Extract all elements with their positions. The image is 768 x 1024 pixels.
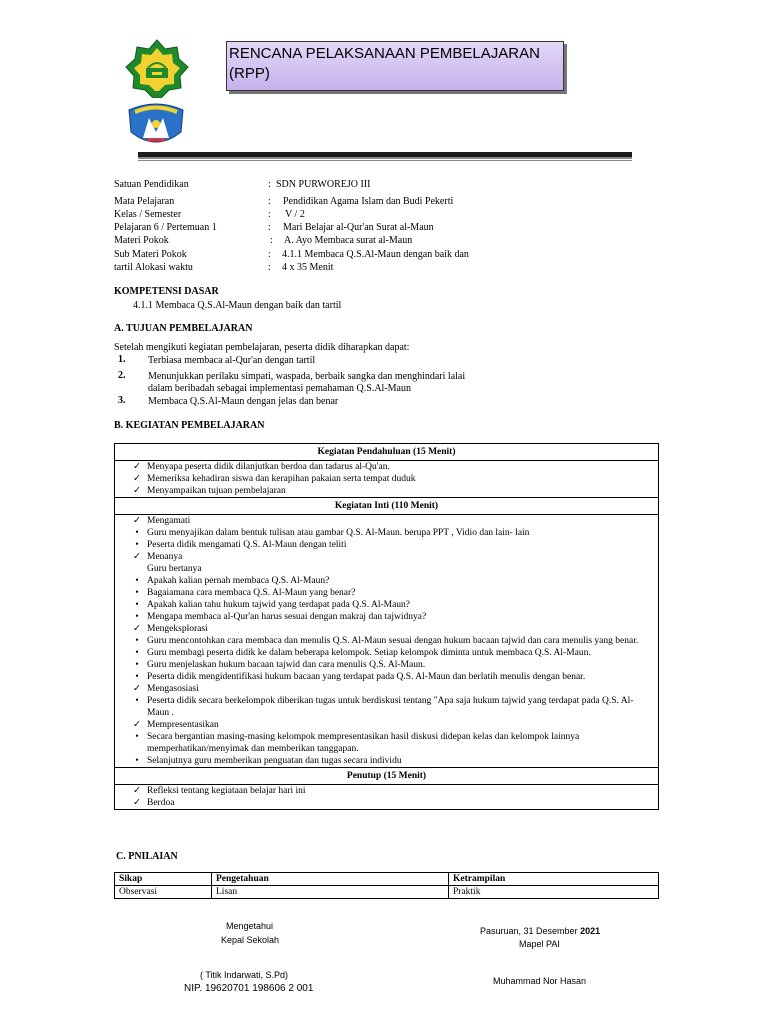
identity-colon: :: [268, 196, 271, 207]
inti-item-text: Guru membagi peserta didik ke dalam beberapa kelompok. Setiap kelompok diminta untuk membaca Q.S. Al-Maun.: [147, 648, 591, 658]
identity-colon: :: [268, 249, 271, 260]
inti-item-text: Guru menyajikan dalam bentuk tulisan atau gambar Q.S. Al-Maun. berupa PPT , Vidio dan lain- lain: [147, 528, 530, 538]
bullet-icon: •: [135, 528, 139, 538]
inti-item: [119, 755, 654, 767]
inti-item: [119, 575, 654, 587]
penutup-item: [119, 785, 654, 797]
pendahuluan-item-text: Menyapa peserta didik dilanjutkan berdoa dan tadarus al-Qu'an.: [147, 462, 390, 472]
checkmark-icon: ✓: [133, 798, 141, 808]
signature-right-role: Mapel PAI: [519, 939, 560, 949]
tujuan-item: Terbiasa membaca al-Qur'an dengan tartil: [148, 355, 316, 366]
inti-item: [119, 731, 654, 755]
penutup-item-text: Berdoa: [147, 798, 175, 808]
tujuan-item: Membaca Q.S.Al-Maun dengan jelas dan benar: [148, 396, 339, 407]
inti-item: [119, 539, 654, 551]
inti-item-text: Mengamati: [147, 516, 191, 526]
inti-item-text: Menanya: [147, 552, 183, 562]
identity-label: tartil Alokasi waktu: [114, 262, 193, 273]
signature-right-date: [480, 926, 600, 936]
bullet-icon: •: [135, 660, 139, 670]
inti-item-text: Guru bertanya: [147, 564, 202, 574]
penilaian-cell: Lisan: [212, 886, 449, 899]
tujuan-item-continued: dalam beribadah sebagai implementasi pemahaman Q.S.Al-Maun: [148, 383, 411, 394]
kompetensi-text: 4.1.1 Membaca Q.S.Al-Maun dengan baik dan tartil: [133, 300, 342, 311]
identity-colon: :: [268, 179, 271, 190]
identity-colon: :: [270, 235, 273, 246]
checkmark-icon: ✓: [133, 786, 141, 796]
identity-label: Mata Pelajaran: [114, 196, 175, 207]
identity-value: 4.1.1 Membaca Q.S.Al-Maun dengan baik dan: [282, 249, 469, 260]
inti-item: [119, 683, 654, 695]
identity-label: Satuan Pendidikan: [114, 179, 189, 190]
inti-item-text: Mengapa membaca al-Qur'an harus sesuai dengan makraj dan tajwidnya?: [147, 612, 427, 622]
identity-label: Pelajaran 6 / Pertemuan 1: [114, 222, 217, 233]
signature-right-name: Muhammad Nor Hasan: [493, 976, 587, 986]
identity-colon: :: [268, 262, 271, 273]
penutup-cell: [115, 785, 659, 810]
signature-left-nip: NIP. 19620701 198606 2 001: [184, 983, 314, 994]
title-line-2: (RPP): [229, 65, 270, 82]
penilaian-header: Ketrampilan: [449, 873, 659, 886]
inti-item: [119, 527, 654, 539]
inti-item-text: Bagaiamana cara membaca Q.S. Al-Maun yang benar?: [147, 588, 356, 598]
checkmark-icon: ✓: [133, 720, 141, 730]
checkmark-icon: ✓: [133, 684, 141, 694]
bullet-icon: •: [135, 576, 139, 586]
inti-item-text: Apakah kalian tahu hukum tajwid yang terdapat pada Q.S. Al-Maun?: [147, 600, 411, 610]
inti-item-text: Peserta didik secara berkelompok diberikan tugas untuk berdiskusi tentang "Apa saja hukum tajwid yang terdapat pada Q.S. Al-Maun .: [147, 696, 634, 718]
inti-item-text: Guru menjelaskan hukum bacaan tajwid dan cara menulis Q.S. Al-Maun.: [147, 660, 426, 670]
bullet-icon: •: [135, 732, 139, 742]
kemenag-logo: [124, 38, 190, 98]
penilaian-header: Sikap: [115, 873, 212, 886]
signature-right-year: 2021: [580, 926, 601, 936]
signature-right-place: Pasuruan, 31 Desember: [480, 926, 581, 936]
kegiatan-heading: B. KEGIATAN PEMBELAJARAN: [114, 420, 265, 431]
tujuan-number: 3.: [118, 395, 126, 406]
inti-item: [119, 563, 654, 575]
tujuan-number: 2.: [118, 370, 126, 381]
inti-item-text: Guru mencontohkan cara membaca dan menulis Q.S. Al-Maun sesuai dengan hukum bacaan tajwid dan cara menulis yang benar.: [147, 636, 639, 646]
identity-value: Mari Belajar al-Qur'an Surat al-Maun: [283, 222, 434, 233]
kompetensi-heading: KOMPETENSI DASAR: [114, 286, 219, 297]
signature-left-name: ( Titik Indarwati, S.Pd): [200, 970, 289, 980]
inti-item: [119, 515, 654, 527]
bullet-icon: •: [135, 756, 139, 766]
inti-item-text: Apakah kalian pernah membaca Q.S. Al-Maun?: [147, 576, 330, 586]
tujuan-intro: Setelah mengikuti kegiatan pembelajaran, peserta didik diharapkan dapat:: [114, 342, 410, 353]
inti-item: [119, 623, 654, 635]
bullet-icon: •: [135, 540, 139, 550]
inti-item: [119, 611, 654, 623]
penutup-item: [119, 797, 654, 809]
header-rule: [138, 152, 632, 157]
signature-left-line1: Mengetahui: [226, 921, 274, 931]
inti-cell: [115, 515, 659, 768]
bullet-icon: •: [135, 636, 139, 646]
kegiatan-table: [114, 443, 659, 810]
identity-value: V / 2: [285, 209, 305, 220]
penilaian-table: [114, 872, 659, 899]
inti-item: [119, 719, 654, 731]
tujuan-heading: A. TUJUAN PEMBELAJARAN: [114, 323, 253, 334]
pendahuluan-item: [119, 461, 654, 473]
inti-item-text: Selanjutnya guru memberikan penguatan dan tugas secara individu: [147, 756, 402, 766]
identity-value: Pendidikan Agama Islam dan Budi Pekerti: [283, 196, 454, 207]
penutup-item-text: Refleksi tentang kegiataan belajar hari ini: [147, 786, 306, 796]
inti-item: [119, 635, 654, 647]
inti-item: [119, 695, 654, 719]
identity-value: SDN PURWOREJO III: [276, 179, 371, 190]
bullet-icon: •: [135, 600, 139, 610]
penilaian-cell: Praktik: [449, 886, 659, 899]
checkmark-icon: ✓: [133, 516, 141, 526]
inti-item: [119, 659, 654, 671]
bullet-icon: •: [135, 696, 139, 706]
bullet-icon: •: [135, 612, 139, 622]
identity-label: Kelas / Semester: [114, 209, 182, 220]
penilaian-heading: C. PNILAIAN: [116, 851, 178, 862]
checkmark-icon: ✓: [133, 624, 141, 634]
identity-colon: :: [268, 222, 271, 233]
pendahuluan-item: [119, 473, 654, 485]
pendahuluan-item-text: Menyampaikan tujuan pembelajaran: [147, 486, 286, 496]
tujuan-item: Menunjukkan perilaku simpati, waspada, berbaik sangka dan menghindari lalai: [148, 371, 466, 382]
checkmark-icon: ✓: [133, 462, 141, 472]
pendahuluan-cell: [115, 461, 659, 498]
inti-item: [119, 647, 654, 659]
title-line-1: RENCANA PELAKSANAAN PEMBELAJARAN: [229, 45, 540, 62]
checkmark-icon: ✓: [133, 486, 141, 496]
signature-left-line2: Kepal Sekolah: [221, 935, 280, 945]
header-rule-shadow: [138, 160, 632, 161]
pendahuluan-title: Kegiatan Pendahuluan (15 Menit): [115, 444, 659, 461]
inti-item: [119, 587, 654, 599]
identity-value: 4 x 35 Menit: [282, 262, 334, 273]
inti-item: [119, 599, 654, 611]
bullet-icon: •: [135, 672, 139, 682]
inti-item-text: Mengeksplorasi: [147, 624, 208, 634]
bullet-icon: •: [135, 588, 139, 598]
inti-item-text: Peserta didik mengamati Q.S. Al-Maun dengan teliti: [147, 540, 347, 550]
pendahuluan-item-text: Memeriksa kehadiran siswa dan kerapihan pakaian serta tempat duduk: [147, 474, 416, 484]
document-title: [226, 41, 564, 91]
bullet-icon: •: [135, 648, 139, 658]
pendahuluan-item: [119, 485, 654, 497]
identity-label: Sub Materi Pokok: [114, 249, 187, 260]
inti-title: Kegiatan Inti (110 Menit): [115, 498, 659, 515]
identity-label: Materi Pokok: [114, 235, 169, 246]
inti-item-text: Mempresentasikan: [147, 720, 219, 730]
inti-item-text: Secara bergantian masing-masing kelompok mempresentasikan hasil diskusi didepan kelas dan kelompok lainnya memperhatikan/menyimak dan memberikan tanggapan.: [147, 732, 580, 754]
identity-value: A. Ayo Membaca surat al-Maun: [284, 235, 413, 246]
inti-item-text: Peserta didik mengidentifikasi hukum bacaan yang terdapat pada Q.S. Al-Maun dan berlatih menulis dengan benar.: [147, 672, 586, 682]
tujuan-number: 1.: [118, 354, 126, 365]
inti-item: [119, 551, 654, 563]
identity-colon: :: [268, 209, 271, 220]
checkmark-icon: ✓: [133, 474, 141, 484]
penilaian-header: Pengetahuan: [212, 873, 449, 886]
inti-item-text: Mengasosiasi: [147, 684, 199, 694]
inti-item: [119, 671, 654, 683]
tut-wuri-handayani-logo: [123, 96, 189, 152]
penutup-title: Penutup (15 Menit): [115, 768, 659, 785]
penilaian-cell: Observasi: [115, 886, 212, 899]
checkmark-icon: ✓: [133, 552, 141, 562]
